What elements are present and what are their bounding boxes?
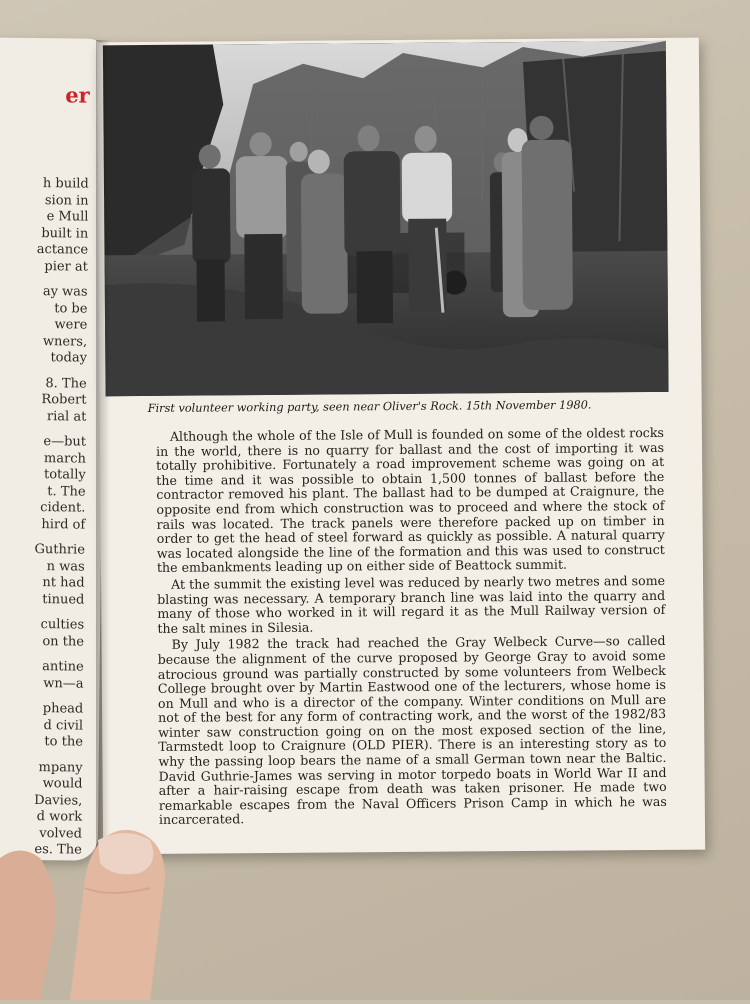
left-page-line: h build [42,176,89,192]
left-page-line: Guthrie [34,542,86,558]
left-page-line: n was [46,558,85,575]
left-page-line: to be [54,300,88,317]
left-page-line: Davies, [34,792,83,809]
left-page-line: phead [42,701,84,717]
left-page-line: d civil [43,717,84,734]
left-page-line: built in [41,225,89,242]
left-page-line: Robert [41,392,87,408]
right-page [97,38,705,855]
left-page-line: to the [44,734,84,750]
left-page-line: would [42,776,83,792]
left-page-line: 8. The [45,375,87,392]
left-page [0,37,106,860]
left-page-line: march [43,450,86,467]
volunteer-group-photo [103,41,669,396]
left-page-line: culties [40,617,85,633]
left-page-line: d work [36,809,83,825]
left-page-line: on the [42,633,85,650]
paragraph: Although the whole of the Isle of Mull is founded on some of the oldest rocks in the world, there is no quarry for ballast and the cost of importing it was totally prohibitive. Fortunately a road improvement scheme was going on at the time and it was possible to obtain 1,500 tonnes of ballast before the contractor removed his plant. The ballast had to be dumped at Craignure, the opposite end from which construction was to proceed and where the stock of rails was located. The track panels were therefore packed up on timber in order to get the head of steel forward as quickly as possible. A natural quarry was located alongside the line of the formation and this was used to construct the embankments leading up on either side of Beattock summit. [155,424,665,576]
left-page-text [0,175,89,859]
left-page-line: wners, [42,333,88,350]
left-page-line: today [50,350,88,366]
left-page-line: antine [42,659,84,675]
left-page-line: tinued [42,591,85,608]
left-page-line: totally [43,467,86,483]
left-page-line: e Mull [46,209,89,225]
left-page-line: mpany [38,759,83,776]
left-page-line: hird of [41,516,86,533]
left-page-line: actance [36,242,89,258]
left-page-line: rial at [46,408,87,425]
left-page-line: e—but [43,434,87,450]
left-page-line: volved [39,825,83,842]
left-page-line: wn—a [43,675,84,692]
left-page-heading: er [65,82,90,108]
left-page-line: ay was [42,284,88,300]
left-page-line: cident. [40,500,86,516]
paragraph: At the summit the existing level was reduced by nearly two metres and some blasting was necessary. A temporary branch line was laid into the quarry and many of those who worked in it will regard it as the Mull Railway version of the salt mines in Silesia. [157,572,666,636]
left-page-line: were [54,317,88,333]
left-page-line: es. The [34,842,82,858]
photo-caption: First volunteer working party, seen near Oliver's Rock. 15th November 1980. [147,398,592,415]
left-page-line: sion in [44,192,89,209]
left-page-line: nt had [42,575,85,591]
left-page-line: t. The [47,483,86,500]
left-page-line: pier at [44,258,88,275]
hand-holding-booklet [0,818,200,1000]
article-body [156,426,667,830]
paragraph: By July 1982 the track had reached the Gray Welbeck Curve—so called because the alignment of the curve proposed by George Gray to avoid some atrocious ground was partially constructed by some volunteers from Welbeck College brought over by Martin Eastwood one of the lecturers, whose home is on Mull and who is a director of the company. Winter conditions on Mull are not of the best for any form of contracting work, and the worst of the 1982/83 winter saw construction going on on the most exposed section of the line, Tarmstedt loop to Craignure (OLD PIER). There is an interesting story as to why the passing loop bears the name of a small German town near the Baltic. David Guthrie-James was serving in motor torpedo boats in World War II and after a hair-raising escape from death was taken prisoner. He made two remarkable escapes from the Naval Officers Prison Camp in which he was incarcerated. [157,633,667,828]
book-spine-shadow [96,40,110,855]
